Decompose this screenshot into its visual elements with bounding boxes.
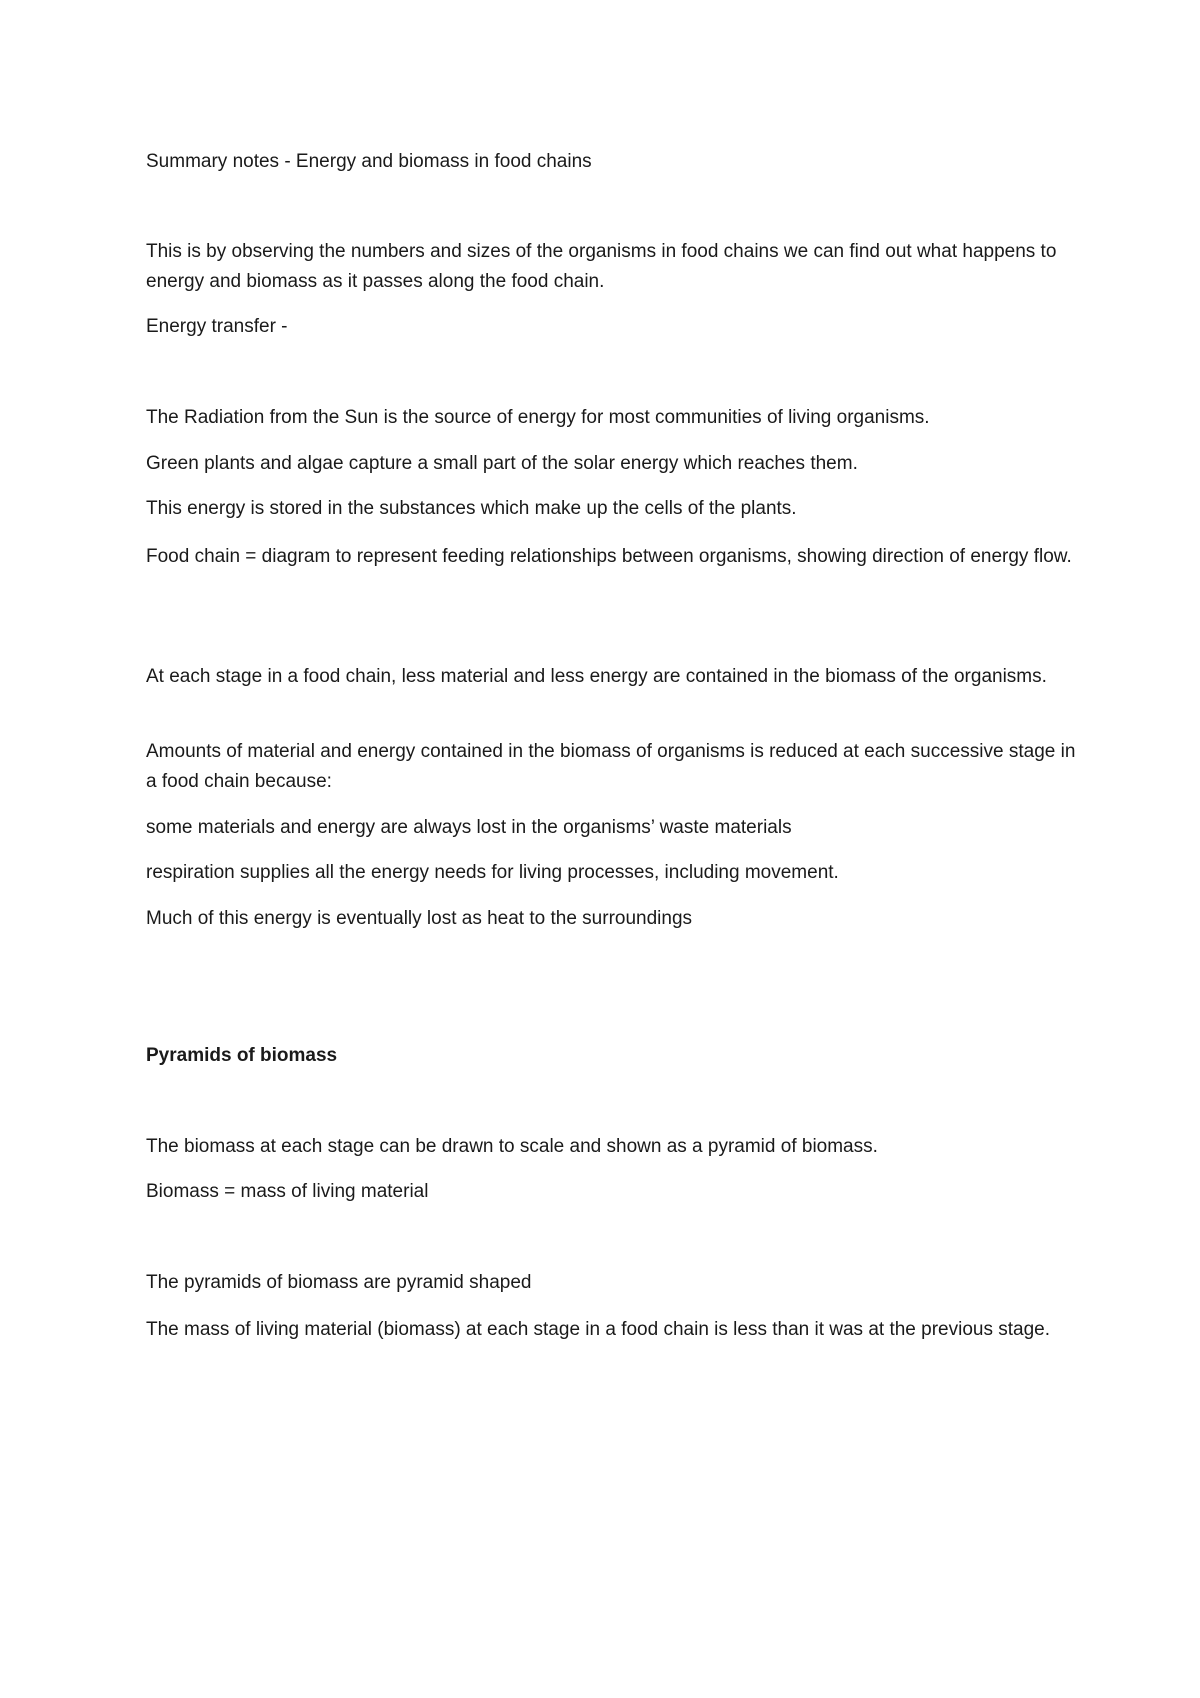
pyramids-heading: Pyramids of biomass [146,1045,338,1066]
amounts-paragraph: Amounts of material and energy contained in the biomass of organisms is reduced at each successive stage in a food chain because: [146,741,1076,792]
energy-transfer-heading: Energy transfer - [146,316,288,337]
radiation-paragraph: The Radiation from the Sun is the source of energy for most communities of living organisms. [146,407,930,428]
green-plants-paragraph: Green plants and algae capture a small part of the solar energy which reaches them. [146,453,858,474]
waste-materials-paragraph: some materials and energy are always lost in the organisms’ waste materials [146,817,792,838]
each-stage-paragraph: At each stage in a food chain, less material and less energy are contained in the biomass of the organisms. [146,666,1047,687]
food-chain-definition: Food chain = diagram to represent feeding relationships between organisms, showing direction of energy flow. [146,546,1072,567]
energy-stored-paragraph: This energy is stored in the substances which make up the cells of the plants. [146,498,797,519]
pyramid-shaped-paragraph: The pyramids of biomass are pyramid shaped [146,1272,532,1293]
scale-paragraph: The biomass at each stage can be drawn to scale and shown as a pyramid of biomass. [146,1136,878,1157]
mass-less-paragraph: The mass of living material (biomass) at each stage in a food chain is less than it was at the previous stage. [146,1319,1051,1340]
respiration-paragraph: respiration supplies all the energy needs for living processes, including movement. [146,862,839,883]
biomass-definition: Biomass = mass of living material [146,1181,429,1202]
document-title: Summary notes - Energy and biomass in food chains [146,151,592,172]
intro-paragraph: This is by observing the numbers and sizes of the organisms in food chains we can find out what happens to energy and biomass as it passes along the food chain. [146,241,1057,292]
heat-loss-paragraph: Much of this energy is eventually lost as heat to the surroundings [146,908,693,929]
